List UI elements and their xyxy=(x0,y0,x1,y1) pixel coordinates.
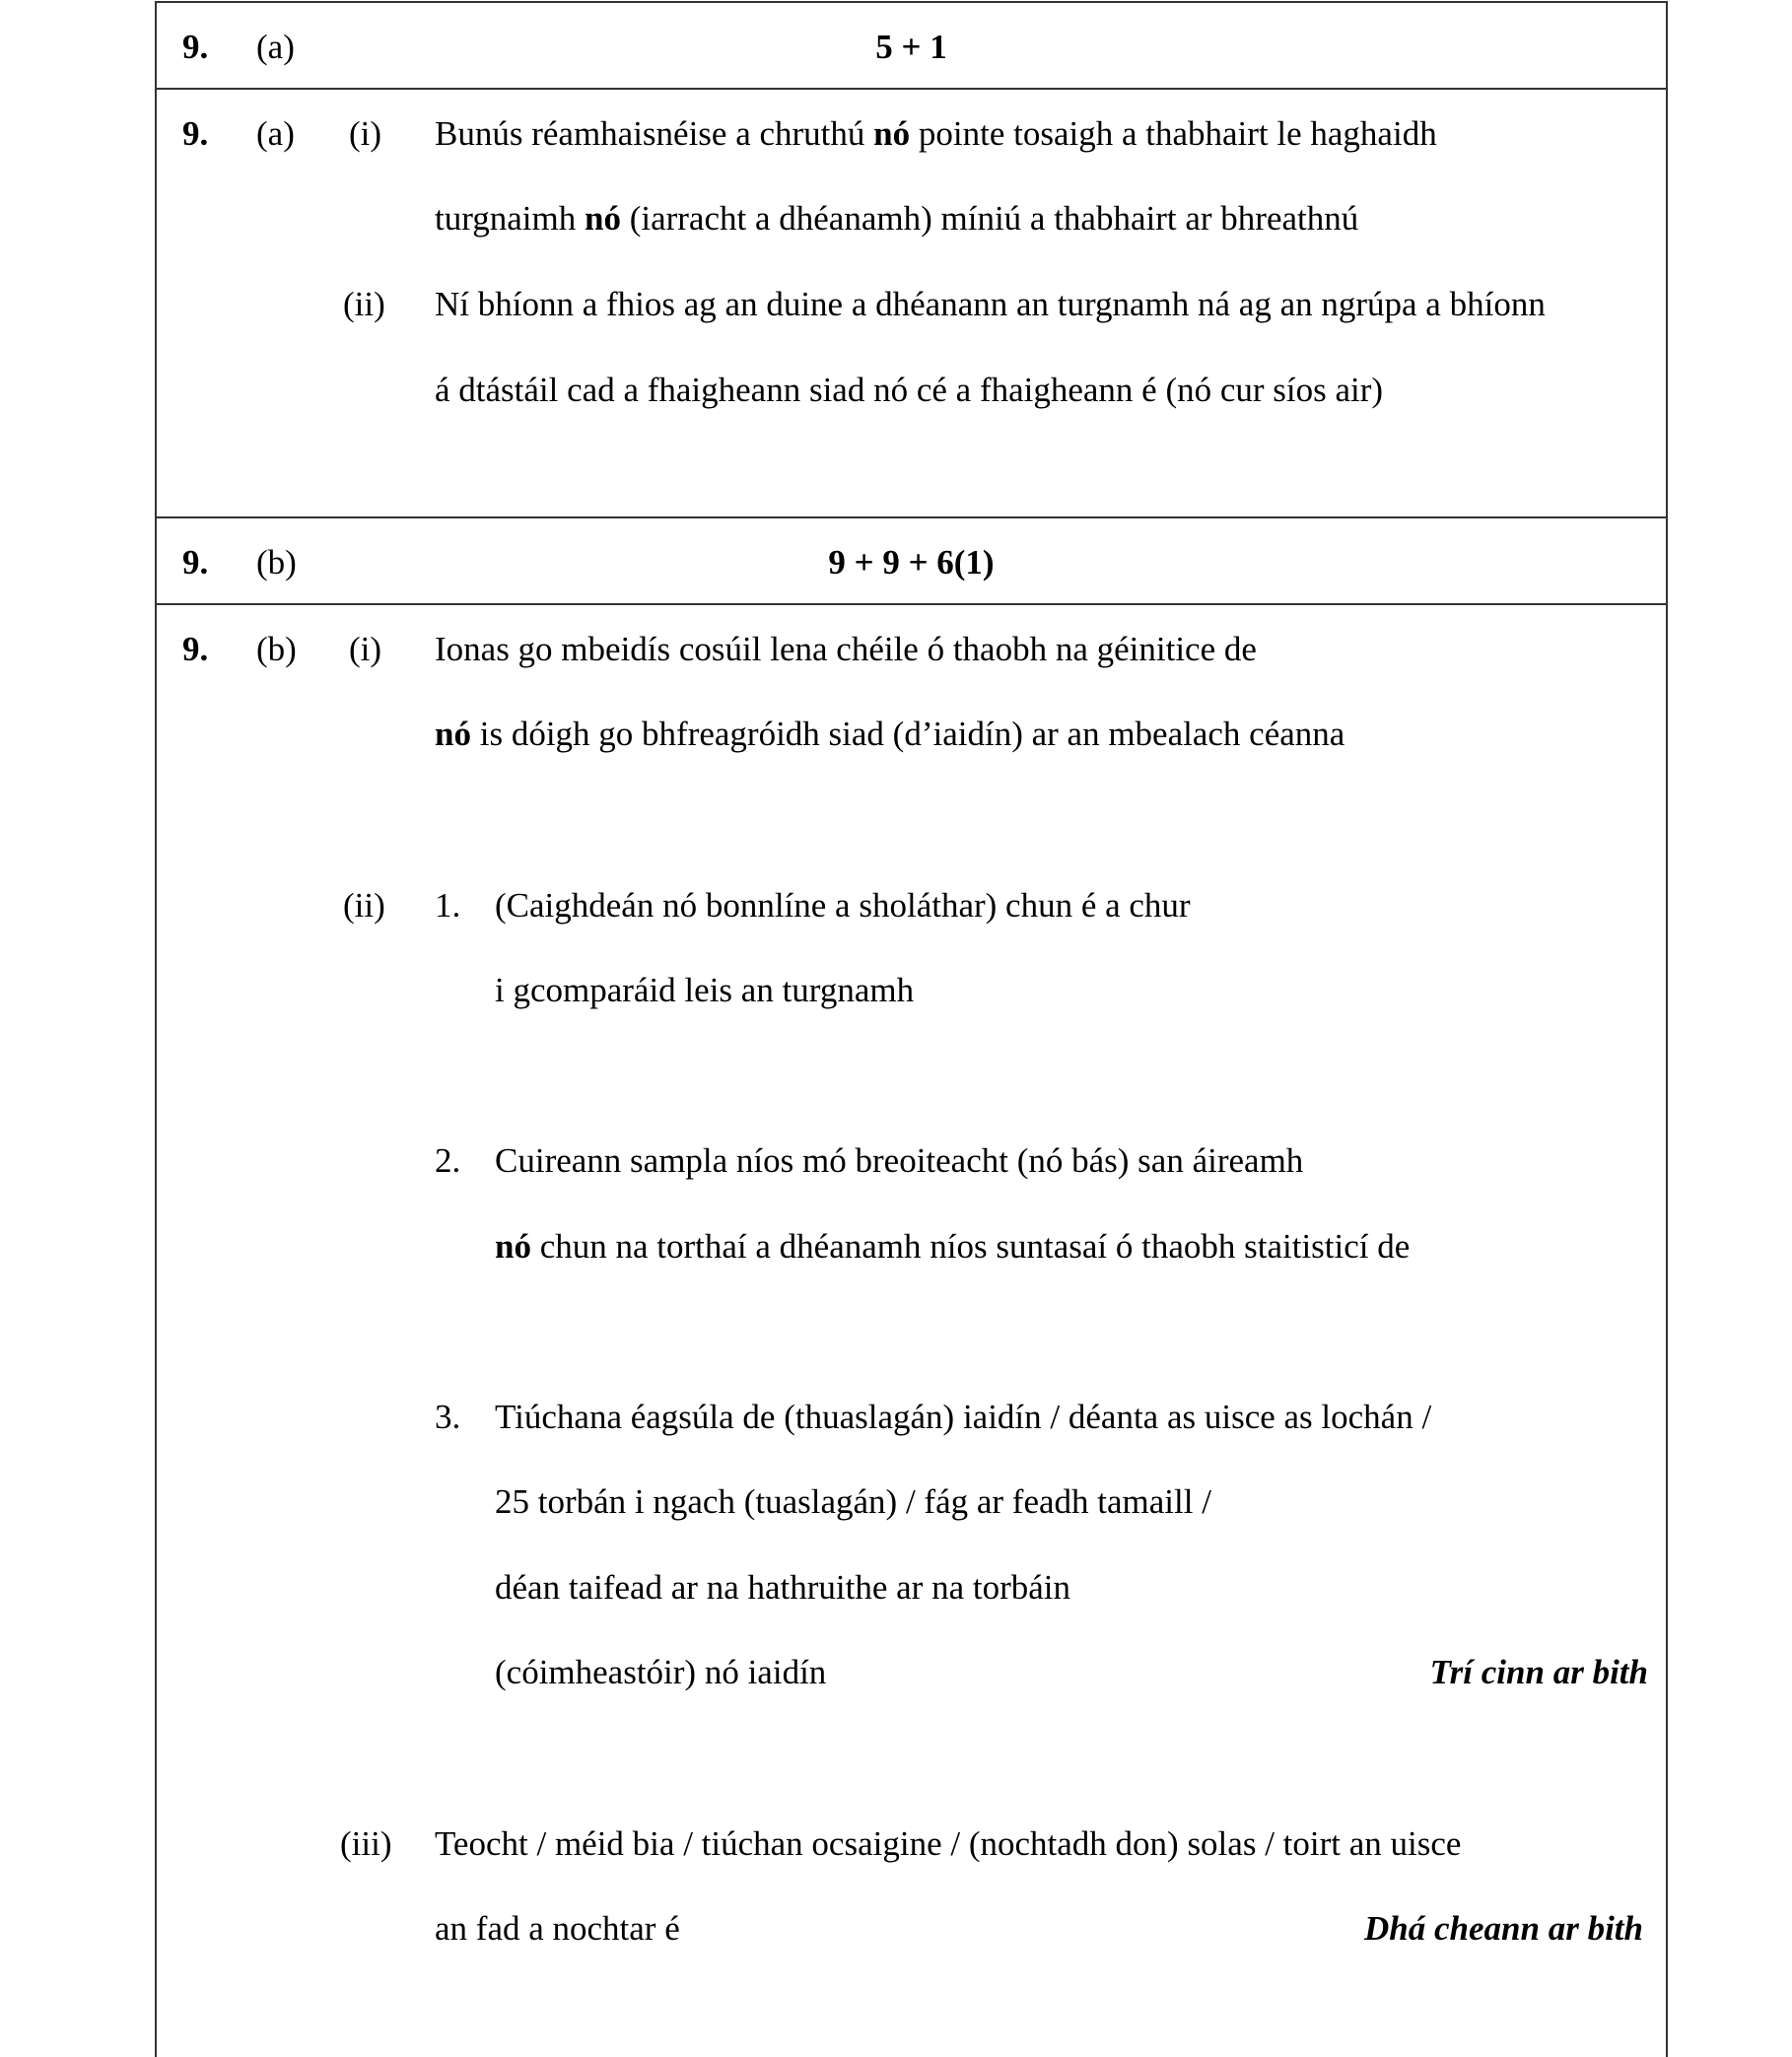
answer-line: déan taifead ar na hathruithe ar na torbáin xyxy=(495,1568,1071,1607)
subpart-label: (i) xyxy=(349,630,382,668)
marks-allocation: 5 + 1 xyxy=(875,28,947,66)
answer-line: á dtástáil cad a fhaigheann siad nó cé a fhaigheann é (nó cur síos air) xyxy=(435,371,1384,409)
answer-line: (Caighdeán nó bonnlíne a sholáthar) chun é a chur xyxy=(495,886,1191,925)
part-label: (a) xyxy=(256,28,295,66)
part-label: (b) xyxy=(256,630,297,668)
question-number: 9. xyxy=(182,543,209,582)
part-label: (b) xyxy=(256,543,297,582)
answer-line: 25 torbán i ngach (tuaslagán) / fág ar feadh tamaill / xyxy=(495,1482,1211,1521)
answer-line: an fad a nochtar é xyxy=(435,1909,680,1948)
question-number: 9. xyxy=(182,28,209,66)
answer-line: Teocht / méid bia / tiúchan ocsaigine / (nochtadh don) solas / toirt an uisce xyxy=(435,1824,1462,1863)
question-number: 9. xyxy=(182,114,209,153)
answer-line: (cóimheastóir) nó iaidín xyxy=(495,1653,827,1691)
answer-line: turgnaimh nó (iarracht a dhéanamh) míniú a thabhairt ar bhreathnú xyxy=(435,199,1359,238)
answer-line: nó is dóigh go bhfreagróidh siad (d’iaidín) ar an mbealach céanna xyxy=(435,715,1345,753)
question-number: 9. xyxy=(182,630,209,668)
answer-line: Ní bhíonn a fhios ag an duine a dhéanann an turgnamh ná ag an ngrúpa a bhíonn xyxy=(435,285,1546,323)
answer-line: Cuireann sampla níos mó breoiteacht (nó bás) san áireamh xyxy=(495,1141,1304,1180)
marking-note: Dhá cheann ar bith xyxy=(1364,1909,1643,1948)
divider xyxy=(155,516,1668,518)
item-number: 2. xyxy=(435,1141,461,1180)
subpart-label: (i) xyxy=(349,114,382,153)
marking-note: Trí cinn ar bith xyxy=(1429,1653,1648,1691)
answer-line: Tiúchana éagsúla de (thuaslagán) iaidín / déanta as uisce as lochán / xyxy=(495,1398,1432,1436)
subpart-label: (ii) xyxy=(343,285,385,323)
divider xyxy=(155,88,1668,90)
divider xyxy=(155,603,1668,605)
subpart-label: (iii) xyxy=(340,1824,392,1863)
answer-line: Bunús réamhaisnéise a chruthú nó pointe tosaigh a thabhairt le haghaidh xyxy=(435,114,1437,153)
answer-line: Ionas go mbeidís cosúil lena chéile ó thaobh na géinitice de xyxy=(435,630,1257,668)
subpart-label: (ii) xyxy=(343,886,385,925)
answer-line: nó chun na torthaí a dhéanamh níos suntasaí ó thaobh staitisticí de xyxy=(495,1227,1411,1266)
item-number: 1. xyxy=(435,886,461,925)
part-label: (a) xyxy=(256,114,295,153)
item-number: 3. xyxy=(435,1398,461,1436)
marks-allocation: 9 + 9 + 6(1) xyxy=(828,543,995,582)
answer-line: i gcomparáid leis an turgnamh xyxy=(495,971,915,1009)
